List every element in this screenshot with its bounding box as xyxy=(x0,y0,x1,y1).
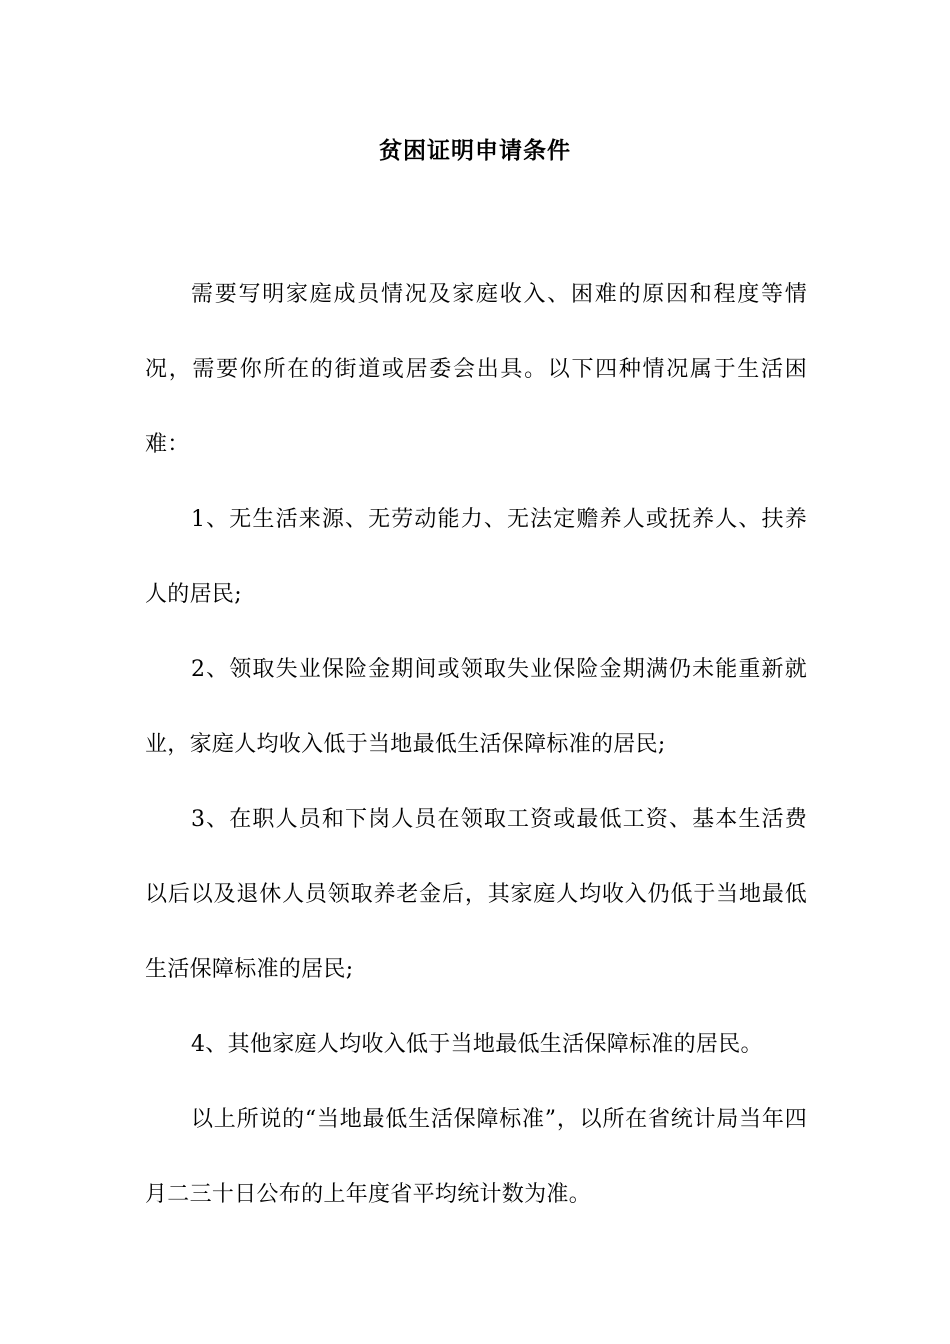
condition-item-4: 4、其他家庭人均收入低于当地最低生活保障标准的居民。 xyxy=(191,1032,763,1057)
condition-item-3: 3、在职人员和下岗人员在领取工资或最低工资、基本生活费以后以及退休人员领取养老金后，其家庭人均收入仍低于当地最低生活保障标准的居民; xyxy=(145,807,807,982)
document-title: 贫困证明申请条件 xyxy=(379,138,571,164)
condition-item-2: 2、领取失业保险金期间或领取失业保险金期满仍未能重新就业，家庭人均收入低于当地最低生活保障标准的居民; xyxy=(145,657,807,757)
standard-note-paragraph: 以上所说的“当地最低生活保障标准”，以所在省统计局当年四月二三十日公布的上年度省平均统计数为准。 xyxy=(145,1107,807,1207)
intro-paragraph: 需要写明家庭成员情况及家庭收入、困难的原因和程度等情况，需要你所在的街道或居委会出具。以下四种情况属于生活困难： xyxy=(145,282,807,457)
document-body xyxy=(145,257,807,1232)
condition-item-1: 1、无生活来源、无劳动能力、无法定赡养人或抚养人、扶养人的居民; xyxy=(145,507,807,607)
